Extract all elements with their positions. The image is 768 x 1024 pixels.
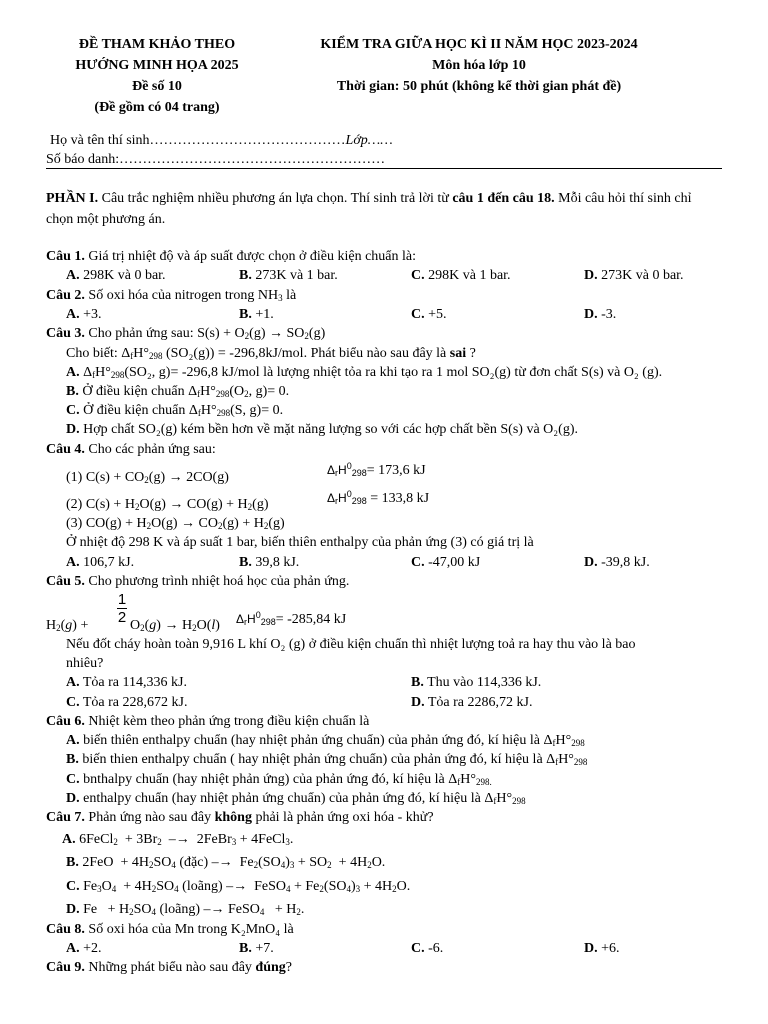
header-right <box>290 34 668 97</box>
option-c: C. Tỏa ra 228,672 kJ. <box>66 695 188 710</box>
question-6: Câu 6. Nhiệt kèm theo phản ứng trong điều kiện chuẩn là <box>46 714 370 729</box>
header-right-line: Thời gian: 50 phút (không kể thời gian phát đề) <box>336 79 622 94</box>
part1-title: PHẦN I. <box>46 191 99 206</box>
option-d: D. enthalpy chuẩn (hay nhiệt phản ứng chuẩn) của phản ứng đó, kí hiệu là $\Delta_fH^\circ_{298}$ <box>66 791 526 806</box>
student-name-label: Họ và tên thí sinh…………………………………… <box>50 133 346 148</box>
option-d: D. -3. <box>584 307 617 322</box>
option-a: A. biến thiên enthalpy chuẩn (hay nhiệt phản ứng chuẩn) của phản ứng đó, kí hiệu là $\Delta_fH^\circ_{298}$ <box>66 733 585 748</box>
option-c: C. bnthalpy chuẩn (hay nhiệt phản ứng) của phản ứng đó, kí hiệu là $\Delta_fH^\circ_{298.}$ <box>66 772 492 787</box>
option-a: A. +3. <box>66 307 102 322</box>
option-d: D. $Fe + H_2SO_4$ (loãng) –→ FeSO$_4$ + $H_2$. <box>66 902 305 917</box>
question-text: Giá trị nhiệt độ và áp suất được chọn ở điều kiện chuẩn là: <box>84 249 416 264</box>
header-left-line: Đề số 10 <box>132 79 182 94</box>
option-b: B. biến thien enthalpy chuẩn ( hay nhiệt phản ứng chuẩn) của phản ứng đó, kí hiệu là $\Delta_fH^\circ_{298}$ <box>66 752 588 767</box>
header-left-line: ĐỀ THAM KHẢO THEO <box>78 37 236 52</box>
header-left-line: HƯỚNG MINH HỌA 2025 <box>75 58 239 73</box>
q5-question: nhiêu? <box>66 656 104 671</box>
header-left <box>46 34 268 118</box>
q5-equation: $H_2(g)$ + <box>46 618 89 633</box>
header-right-line: Môn hóa lớp 10 <box>432 58 526 73</box>
option-c: C. +5. <box>411 307 447 322</box>
option-d: D. Tỏa ra 2286,72 kJ. <box>411 695 533 710</box>
q3-given: Cho biết: $\Delta_fH^\circ_{298}$ (SO₂(g)) = -296,8kJ/mol. Phát biểu nào sau đây là sai ? <box>66 346 476 361</box>
question-7: Câu 7. Phản ứng nào sau đây không phải là phản ứng oxi hóa - khử? <box>46 810 434 825</box>
option-c: C. 298K và 1 bar. <box>411 268 511 283</box>
option-c: C. -47,00 kJ <box>411 555 481 570</box>
option-b: B. 39,8 kJ. <box>239 555 300 570</box>
question-8: Câu 8. Số oxi hóa của Mn trong K₂MnO₄ là <box>46 922 294 937</box>
class-label: Lớp…… <box>345 133 393 148</box>
part1-range: câu 1 đến câu 18. <box>452 191 555 206</box>
option-a: A. 106,7 kJ. <box>66 555 135 570</box>
option-b: B. 273K và 1 bar. <box>239 268 338 283</box>
part1-text: Câu trắc nghiệm nhiều phương án lựa chọn. Thí sinh trả lời từ <box>98 191 453 206</box>
part1-intro <box>46 188 722 230</box>
question-9: Câu 9. Những phát biểu nào sau đây đúng? <box>46 960 292 975</box>
q5-enthalpy: $\Delta_rH^0_{298}= -285,84$ kJ <box>236 610 347 627</box>
reaction-2: (2) $C(s) + H_2O(g) \to CO(g) + H_2(g)$ <box>66 497 269 512</box>
fraction-one-half: 1 2 <box>117 591 127 626</box>
option-a: A. 298K và 0 bar. <box>66 268 166 283</box>
question-1 <box>46 247 416 266</box>
option-b: B. $2FeO + 4H_2SO_4$ (đặc) –→ $Fe_2(SO_4)_3 + SO_2 + 4H_2O$. <box>66 855 386 870</box>
q5-equation-rest: $O_2(g) \to H_2O(l)$ <box>130 618 220 633</box>
option-d: D. 273K và 0 bar. <box>584 268 684 283</box>
reaction-3: (3) $CO(g) + H_2O(g) \to CO_2(g) + H_2(g)$ <box>66 516 285 531</box>
reaction-1: (1) $C(s) + CO_2(g) \to 2CO(g)$ <box>66 470 229 485</box>
question-label: Câu 1. <box>46 249 85 264</box>
q5-question: Nếu đốt cháy hoàn toàn 9,916 L khí O₂ (g) ở điều kiện chuẩn thì nhiệt lượng toả ra hay thu vào là bao <box>66 637 636 652</box>
question-4: Câu 4. Cho các phản ứng sau: <box>46 442 216 457</box>
question-2: Câu 2. Số oxi hóa của nitrogen trong $NH_3$ là <box>46 288 297 303</box>
option-b: B. Thu vào 114,336 kJ. <box>411 675 542 690</box>
part1-text: Mỗi câu hỏi thí sinh chỉ chọn một phương án. <box>46 191 692 227</box>
option-c: C. $Fe_3O_4 + 4H_2SO_4$ (loãng) –→ FeSO$_4$ + $Fe_2(SO_4)_3 + 4H_2O$. <box>66 879 411 894</box>
sbd-line: Số báo danh:………………………………………………… <box>46 152 386 167</box>
option-d: D. -39,8 kJ. <box>584 555 650 570</box>
reaction-2-enthalpy: $\Delta_rH^0_{298} = 133,8$ kJ <box>327 489 430 506</box>
option-b: B. +1. <box>239 307 274 322</box>
option-a: A. +2. <box>66 941 102 956</box>
header-left-line: (Đề gồm có 04 trang) <box>94 100 220 115</box>
q4-condition: Ở nhiệt độ 298 K và áp suất 1 bar, biến thiên enthalpy của phản ứng (3) có giá trị là <box>66 535 534 550</box>
student-name-line <box>50 131 393 150</box>
option-a: A. 6FeCl$_2$ + $3Br_2$ –→ 2FeBr$_3$ + 4FeCl$_3$. <box>62 832 294 847</box>
option-c: C. Ở điều kiện chuẩn $\Delta_fH^\circ_{298}(S$, g)= 0. <box>66 403 284 418</box>
option-b: B. +7. <box>239 941 274 956</box>
option-d: D. Hợp chất SO₂(g) kém bền hơn về mặt năng lượng so với các hợp chất bền S(s) và O₂(g). <box>66 422 578 437</box>
header-divider <box>46 168 722 169</box>
reaction-1-enthalpy: $\Delta_rH^0_{298}= 173,6$ kJ <box>327 461 426 478</box>
option-d: D. +6. <box>584 941 620 956</box>
question-5: Câu 5. Cho phương trình nhiệt hoá học của phản ứng. <box>46 574 350 589</box>
option-a: A. Tỏa ra 114,336 kJ. <box>66 675 187 690</box>
option-b: B. Ở điều kiện chuẩn $\Delta_fH^\circ_{298}(O_2$, g)= 0. <box>66 384 290 399</box>
option-a: A. $\Delta_fH^\circ_{298}(SO_2$, g)= -296,8 kJ/mol là lượng nhiệt tỏa ra khi tạo ra 1 mol SO₂(g) từ đơn chất S(s) và O₂ (g). <box>66 365 663 380</box>
question-3: Câu 3. Cho phản ứng sau: $S(s) + O_2(g) \to SO_2(g)$ <box>46 326 326 341</box>
header-right-line: KIỂM TRA GIỮA HỌC KÌ II NĂM HỌC 2023-2024 <box>320 37 638 52</box>
option-c: C. -6. <box>411 941 444 956</box>
